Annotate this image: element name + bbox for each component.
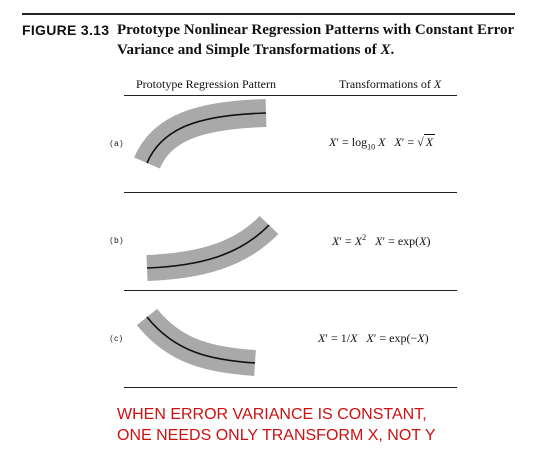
conclusion-note (117, 404, 436, 446)
pattern-c (147, 317, 255, 363)
pattern-b (147, 225, 269, 268)
conclusion-line-2: ONE NEEDS ONLY TRANSFORM X, NOT Y (117, 427, 436, 444)
formula-c: X′ = 1/X X′ = exp(−X) (318, 331, 429, 345)
row-label-b: (b) (110, 236, 125, 245)
pattern-c-band (147, 317, 255, 363)
column-header-pattern: Prototype Regression Pattern (136, 77, 276, 91)
figure-title: Prototype Nonlinear Regression Patterns with Constant Error Variance and Simple Transformations of X. (117, 22, 514, 58)
row-label-c: (c) (110, 334, 124, 343)
figure-label: FIGURE 3.13 (22, 22, 110, 38)
formula-b: $X' = X^2$ X′ = exp(X) (332, 233, 431, 248)
pattern-a (147, 113, 266, 163)
column-header-transformations: Transformations of X (339, 77, 442, 91)
formula-a: $X' = \log_{10} X$ X′ = √ X (329, 135, 434, 152)
conclusion-line-1: WHEN ERROR VARIANCE IS CONSTANT, (117, 406, 427, 423)
row-label-a: (a) (110, 139, 125, 148)
pattern-b-band (147, 225, 269, 268)
